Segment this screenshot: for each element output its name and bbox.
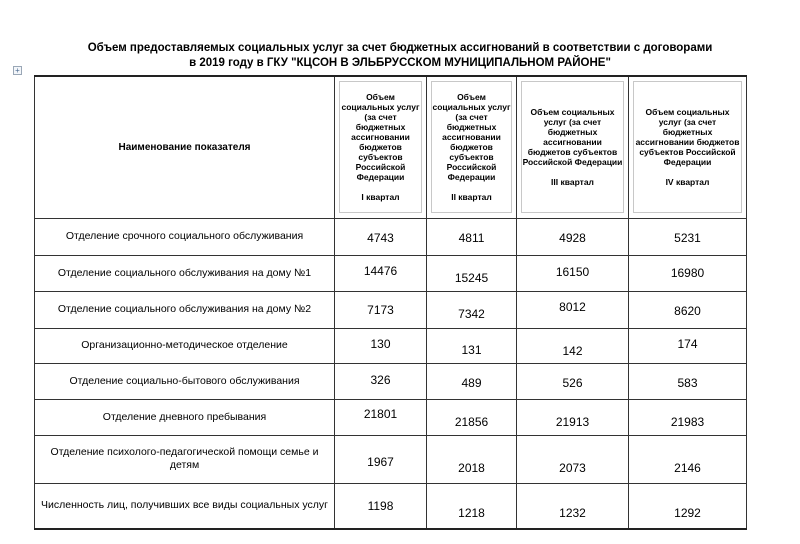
table-row: [35, 291, 747, 328]
row-q4-value: 8620: [629, 291, 747, 328]
row-q3-value: 2073: [517, 435, 629, 483]
row-q4-value: 5231: [629, 218, 747, 255]
table-row: [35, 483, 747, 529]
row-name: Отделение психолого-педагогической помощи семье и детям: [35, 435, 335, 483]
row-q2-value: 489: [427, 363, 517, 399]
header-q1-quarter: I квартал: [361, 192, 400, 203]
row-q4-value: 2146: [629, 435, 747, 483]
row-q4-value: 21983: [629, 399, 747, 435]
title-line-1: Объем предоставляемых социальных услуг за счет бюджетных ассигнований в соответствии с договорами: [87, 42, 713, 54]
row-q1-value: 130: [335, 328, 427, 363]
row-q2-value: 131: [427, 328, 517, 363]
row-q1-value: 4743: [335, 218, 427, 255]
header-q4-text: Объем социальных услуг (за счет бюджетных ассигновании бюджетов субъектов Российской Федерации: [635, 107, 740, 168]
row-q3-value: 4928: [517, 218, 629, 255]
header-q3-text: Объем социальных услуг (за счет бюджетных ассигновании бюджетов субъектов Российской Федерации: [522, 107, 623, 168]
row-q1-value: 326: [335, 363, 427, 399]
row-q1-value: 14476: [335, 255, 427, 291]
row-q4-value: 1292: [629, 483, 747, 529]
row-name: Численность лиц, получивших все виды социальных услуг: [35, 483, 335, 529]
row-q3-value: 526: [517, 363, 629, 399]
row-q1-value: 1198: [335, 483, 427, 529]
row-q2-value: 2018: [427, 435, 517, 483]
row-name: Отделение социального обслуживания на дому №2: [35, 291, 335, 328]
row-q4-value: 174: [629, 328, 747, 363]
table-row: [35, 255, 747, 291]
header-q2-quarter: II квартал: [451, 192, 492, 203]
row-q3-value: 8012: [517, 291, 629, 328]
table-row: [35, 435, 747, 483]
row-q2-value: 21856: [427, 399, 517, 435]
header-q4: [629, 76, 747, 218]
header-q3-quarter: III квартал: [551, 177, 594, 188]
header-q2: [427, 76, 517, 218]
row-q2-value: 1218: [427, 483, 517, 529]
table-header-row: [35, 76, 747, 218]
header-q4-quarter: IV квартал: [665, 177, 710, 188]
table-row: [35, 218, 747, 255]
row-name: Отделение дневного пребывания: [35, 399, 335, 435]
header-q3: [517, 76, 629, 218]
header-q2-text: Объем социальных услуг (за счет бюджетных ассигновании бюджетов субъектов Российской Федерации: [432, 92, 511, 183]
row-q3-value: 142: [517, 328, 629, 363]
table-move-handle-icon[interactable]: +: [13, 66, 22, 75]
row-q4-value: 16980: [629, 255, 747, 291]
row-q4-value: 583: [629, 363, 747, 399]
row-q3-value: 1232: [517, 483, 629, 529]
row-q1-value: 1967: [335, 435, 427, 483]
row-q1-value: 7173: [335, 291, 427, 328]
row-name: Организационно-методическое отделение: [35, 328, 335, 363]
row-name: Отделение социально-бытового обслуживания: [35, 363, 335, 399]
row-q2-value: 7342: [427, 291, 517, 328]
title-line-2: в 2019 году в ГКУ "КЦСОН В ЭЛЬБРУССКОМ МУНИЦИПАЛЬНОМ РАЙОНЕ": [189, 57, 611, 69]
row-q2-value: 15245: [427, 255, 517, 291]
row-q2-value: 4811: [427, 218, 517, 255]
table-row: [35, 328, 747, 363]
services-table: [34, 75, 747, 530]
table-row: [35, 363, 747, 399]
table-row: [35, 399, 747, 435]
header-q1: [335, 76, 427, 218]
row-q1-value: 21801: [335, 399, 427, 435]
document-title: [0, 41, 800, 71]
row-name: Отделение социального обслуживания на дому №1: [35, 255, 335, 291]
header-indicator-name: Наименование показателя: [35, 76, 335, 218]
row-q3-value: 21913: [517, 399, 629, 435]
row-q3-value: 16150: [517, 255, 629, 291]
header-q1-text: Объем социальных услуг (за счет бюджетных ассигновании бюджетов субъектов Российской Федерации: [341, 92, 420, 183]
row-name: Отделение срочного социального обслуживания: [35, 218, 335, 255]
